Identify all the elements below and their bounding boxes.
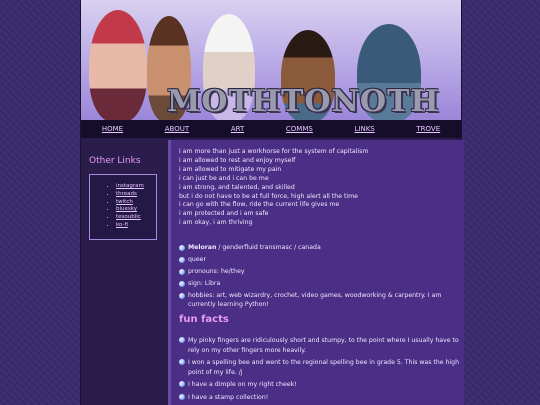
link-twitch[interactable]: twitch bbox=[116, 198, 133, 205]
nav-trove[interactable]: TROVE bbox=[416, 125, 441, 133]
link-instagram[interactable]: instagram bbox=[116, 183, 144, 189]
fun-fact-text: My pinky fingers are ridiculously short and stumpy, to the point where I usually have to rely on my other fingers more heavily. bbox=[188, 337, 459, 354]
about-item-name bbox=[179, 244, 459, 253]
about-item-text: sign: Libra bbox=[188, 279, 221, 287]
fun-facts-heading: fun facts bbox=[179, 314, 229, 325]
about-item-text: hobbies: art, web wizardry, crochet, video games, woodworking & carpentry. I am currently learning Python! bbox=[188, 291, 442, 308]
about-item bbox=[179, 268, 459, 277]
affirmation-line: i am okay, i am thriving bbox=[179, 219, 253, 227]
moon-bullet-icon bbox=[179, 381, 185, 387]
about-list bbox=[179, 244, 459, 312]
fun-fact-item bbox=[179, 393, 459, 403]
about-item bbox=[179, 280, 459, 289]
link-tesoublic[interactable]: tesoublic bbox=[116, 214, 141, 221]
moon-bullet-icon bbox=[179, 257, 185, 263]
nav-art[interactable]: ART bbox=[230, 125, 245, 133]
header-banner bbox=[81, 0, 461, 122]
moon-bullet-icon bbox=[179, 245, 185, 251]
moon-bullet-icon bbox=[179, 394, 185, 400]
link-threads[interactable]: threads bbox=[116, 190, 137, 197]
fun-fact-item bbox=[179, 380, 459, 390]
sidebar bbox=[81, 140, 167, 405]
affirmation-line: i can just be and i can be me bbox=[179, 174, 269, 182]
fun-fact-text: I have a dimple on my right cheek! bbox=[188, 381, 297, 388]
moon-bullet-icon bbox=[179, 269, 185, 275]
moon-bullet-icon bbox=[179, 359, 185, 365]
author-identity: / genderfluid transmasc / canada bbox=[216, 244, 321, 251]
moon-bullet-icon bbox=[179, 337, 185, 343]
main-content bbox=[168, 140, 464, 405]
main-nav bbox=[81, 120, 461, 138]
fun-fact-text: I won a spelling bee and went to the regional spelling bee in grade 5. This was the high point of my life. /j bbox=[188, 359, 460, 376]
link-bluesky[interactable]: bluesky bbox=[116, 206, 137, 213]
author-name: Meloran bbox=[188, 244, 217, 251]
about-item-text: pronouns: he/they bbox=[188, 267, 245, 275]
moon-bullet-icon bbox=[179, 281, 185, 287]
site-title: MOTHTONOTH bbox=[167, 84, 440, 119]
affirmation-line: i am protected and i am safe bbox=[179, 210, 269, 218]
character-redhead bbox=[89, 10, 147, 122]
nav-comms[interactable]: COMMS bbox=[285, 125, 313, 133]
affirmation-line: i am strong, and talented, and skilled bbox=[179, 183, 295, 191]
about-item-text: queer bbox=[188, 255, 207, 263]
nav-about[interactable]: ABOUT bbox=[164, 125, 190, 133]
nav-links[interactable]: LINKS bbox=[354, 125, 375, 133]
affirmation-line: i am allowed to rest and enjoy myself bbox=[179, 156, 296, 164]
sidebar-heading: Other Links bbox=[89, 156, 141, 166]
affirmation-line: i can go with the flow, ride the current life gives me bbox=[179, 201, 340, 209]
fun-fact-item bbox=[179, 358, 459, 377]
other-links-box bbox=[89, 174, 157, 240]
about-item bbox=[179, 256, 459, 265]
fun-fact-text: I have a stamp collection! bbox=[188, 393, 269, 401]
page-container bbox=[80, 0, 462, 405]
link-ko-fi[interactable]: ko-fi bbox=[116, 221, 128, 228]
affirmations bbox=[179, 148, 459, 228]
affirmation-line: i am more than just a workhorse for the system of capitalism bbox=[179, 148, 369, 155]
about-item bbox=[179, 292, 459, 310]
moon-bullet-icon bbox=[179, 293, 185, 299]
nav-home[interactable]: HOME bbox=[101, 125, 124, 133]
affirmation-line: but i do not have to be at full force, high alert all the time bbox=[179, 192, 358, 200]
fun-fact-item bbox=[179, 336, 459, 355]
fun-facts-list bbox=[179, 336, 459, 405]
affirmation-line: i am allowed to mitigate my pain bbox=[179, 165, 282, 173]
